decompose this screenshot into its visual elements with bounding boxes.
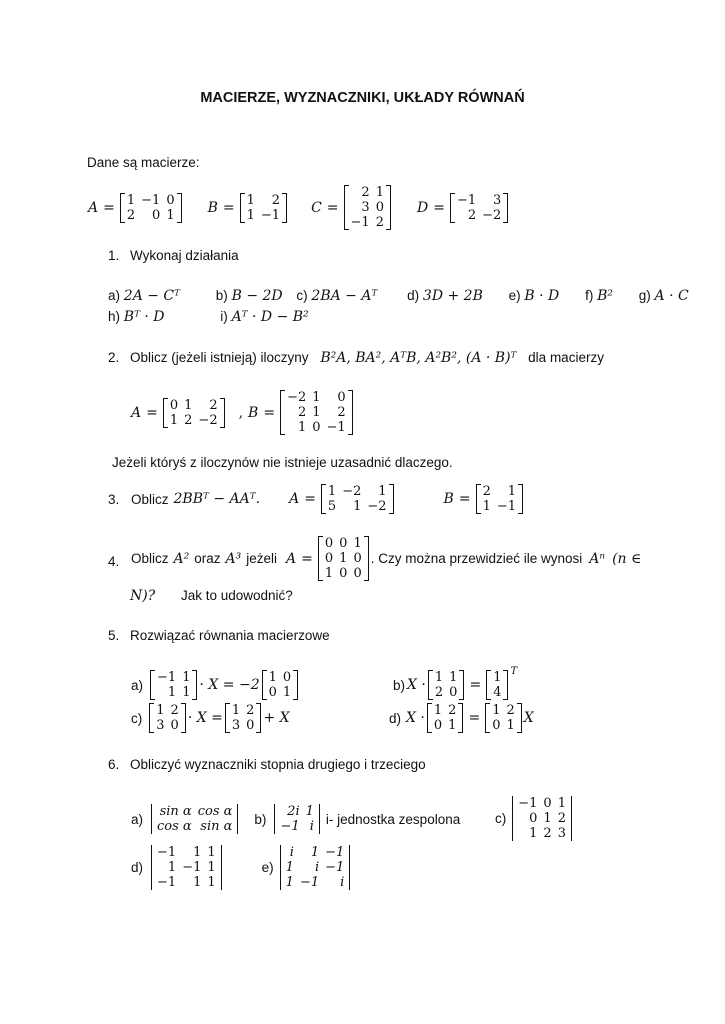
matrix-cell: 2 xyxy=(557,811,566,826)
matrix-cell: sin α xyxy=(200,819,233,834)
matrix-cell: 4 xyxy=(493,685,502,700)
task5-eq-d: d) X · 1 2 0 1 = 1 2 0 1 X xyxy=(389,703,534,733)
matrix-cell: 2 xyxy=(375,215,384,230)
matrix-cell: 2 xyxy=(184,412,193,428)
matrix-cell: 1 xyxy=(193,875,202,890)
matrix-cell: 0 xyxy=(492,718,501,733)
matrix-cell: 1 xyxy=(327,484,337,499)
task5-eq-a: a) −1 1 1 1 · X = −2 1 0 0 1 xyxy=(130,670,299,700)
matrix-cell: 1 xyxy=(312,390,321,405)
matrix-cell: −2 xyxy=(482,207,502,223)
matrix-cell: −1 xyxy=(325,845,345,860)
det-d xyxy=(150,845,223,890)
matrix-cell: 1 xyxy=(310,845,320,860)
matrix-cell: 1 xyxy=(482,499,491,514)
matrix-cell: 1 xyxy=(353,536,362,551)
matrix-cell: 1 xyxy=(268,670,277,685)
matrix-cell: −1 xyxy=(496,499,517,514)
matrix-cell: 1 xyxy=(184,397,193,413)
matrix-cell: 0 xyxy=(339,566,348,581)
task4-matrix-A xyxy=(318,536,369,581)
task5-text: Rozwiązać równania macierzowe xyxy=(130,628,330,643)
task3-num: 3. xyxy=(108,492,120,507)
task5-a-matrix1 xyxy=(150,670,197,700)
matrix-cell: 1 xyxy=(324,566,334,581)
matrix-cell: 1 xyxy=(207,845,216,860)
task1-items-row2: h) Bᵀ · D i) Aᵀ · D − B² xyxy=(108,309,309,325)
matrix-cell: cos α xyxy=(157,819,192,834)
task6-det-a: a) sin α cos α cos α sin α b) 2i 1 −1 i i- jednostka zespolona xyxy=(131,804,461,834)
matrix-cell: 0 xyxy=(375,200,384,215)
task2-line: Oblicz (jeżeli istnieją) iloczyny B²A, BA², AᵀB, A²B², (A · B)ᵀ dla macierzy xyxy=(130,350,604,366)
matrix-cell: −1 xyxy=(326,420,346,435)
matrix-cell: −1 xyxy=(325,860,345,875)
task4-line1: Oblicz A² oraz A³ jeżeli A = 0 0 1 0 1 0 1 0 0 . Czy można przewidzieć ile wynosi Aⁿ (n ∈ xyxy=(131,536,642,581)
task2-matrix-A xyxy=(163,398,225,428)
det-b xyxy=(273,804,320,834)
matrix-cell: 1 xyxy=(285,875,294,890)
matrix-cell: 2 xyxy=(448,703,457,718)
matrix-cell: 0 xyxy=(543,796,552,811)
task4-num: 4. xyxy=(108,554,120,569)
matrix-cell: i xyxy=(309,819,314,834)
matrix-cell: 1 xyxy=(557,796,566,811)
matrix-cell: cos α xyxy=(197,804,233,819)
matrix-cell: 0 xyxy=(324,536,334,551)
matrix-cell: 1 xyxy=(529,826,538,841)
matrix-cell: 1 xyxy=(433,703,443,718)
matrix-cell: 0 xyxy=(353,566,362,581)
matrix-D xyxy=(450,193,508,223)
task5-b-matrix2 xyxy=(486,670,508,700)
given-matrices: A = 1 −1 0 2 0 1 B = 1 2 1 −1 C = 2 1 3 0 −1 2 D = −1 3 2 −2 xyxy=(87,185,509,230)
matrix-cell: −1 xyxy=(518,796,538,811)
matrix-cell: 0 xyxy=(152,207,161,223)
matrix-cell: 1 xyxy=(182,670,191,685)
task2-num: 2. xyxy=(108,350,120,365)
matrix-cell: 2 xyxy=(170,703,179,718)
matrix-cell: 0 xyxy=(433,718,443,733)
matrix-cell: 1 xyxy=(246,207,255,223)
matrix-cell: 0 xyxy=(312,420,321,435)
matrix-cell: 1 xyxy=(493,670,502,685)
intro-text: Dane są macierze: xyxy=(87,155,200,170)
matrix-cell: 0 xyxy=(337,390,346,405)
matrix-B xyxy=(240,193,287,223)
det-c xyxy=(511,796,573,841)
matrix-cell: 1 xyxy=(207,860,216,875)
matrix-cell: 1 xyxy=(492,703,501,718)
matrix-cell: −1 xyxy=(280,819,300,834)
matrix-cell: −1 xyxy=(350,215,370,230)
matrix-cell: 1 xyxy=(193,845,202,860)
matrix-cell: 1 xyxy=(312,405,321,420)
matrix-cell: 1 xyxy=(297,420,307,435)
task4-line2: N)? Jak to udowodnić? xyxy=(130,588,293,604)
task3-line: Oblicz 2BBᵀ − AAᵀ. A = 1 −2 1 5 1 −2 B = 2 1 1 −1 xyxy=(130,484,524,514)
matrix-cell: 2 xyxy=(126,207,136,223)
task2-matrix-B xyxy=(280,390,353,435)
matrix-cell: 1 xyxy=(434,670,444,685)
matrix-cell: −1 xyxy=(157,845,177,860)
matrix-cell: 0 xyxy=(169,397,179,413)
matrix-C xyxy=(344,185,391,230)
task6-det-c: c) −1 0 1 0 1 2 1 2 3 xyxy=(494,796,574,841)
matrix-cell: 1 xyxy=(506,718,515,733)
matrix-cell: −1 xyxy=(157,875,177,890)
matrix-cell: 2 xyxy=(482,484,491,499)
task5-eq-c: c) 1 2 3 0 · X = 1 2 3 0 + X xyxy=(131,703,290,733)
matrix-cell: 0 xyxy=(268,685,277,700)
matrix-cell: 3 xyxy=(231,718,241,733)
matrix-cell: 1 xyxy=(339,551,348,566)
matrix-cell: 1 xyxy=(167,685,177,700)
det-e xyxy=(279,845,352,890)
matrix-cell: 2 xyxy=(434,685,444,700)
matrix-cell: −1 xyxy=(260,207,281,223)
matrix-cell: 0 xyxy=(246,718,255,733)
matrix-cell: 2 xyxy=(543,826,552,841)
matrix-cell: 0 xyxy=(324,551,334,566)
matrix-cell: 2 xyxy=(246,703,255,718)
matrix-cell: i xyxy=(340,875,345,890)
matrix-cell: −2 xyxy=(342,484,362,499)
task1-num: 1. xyxy=(108,248,120,263)
matrix-cell: 0 xyxy=(449,685,458,700)
matrix-cell: 2 xyxy=(271,192,281,208)
matrix-cell: sin α xyxy=(159,804,192,819)
matrix-cell: 3 xyxy=(361,200,370,215)
matrix-cell: −2 xyxy=(367,499,387,514)
matrix-cell: −1 xyxy=(182,860,202,875)
matrix-cell: 3 xyxy=(156,718,165,733)
matrix-cell: 1 xyxy=(166,207,175,223)
page-title: MACIERZE, WYZNACZNIKI, UKŁADY RÓWNAŃ xyxy=(200,90,525,106)
matrix-cell: 3 xyxy=(557,826,566,841)
matrix-cell: −1 xyxy=(141,192,161,208)
matrix-cell: 2 xyxy=(506,703,515,718)
matrix-cell: 1 xyxy=(282,685,292,700)
task6-det-d: d) −1 1 1 1 −1 1 −1 1 1 e) i 1 −1 1 i −1 1 −1 i xyxy=(130,845,352,890)
matrix-cell: 2 xyxy=(467,207,477,223)
task1-text: Wykonaj działania xyxy=(130,248,239,263)
task3-matrix-B xyxy=(476,484,523,514)
matrix-cell: 0 xyxy=(353,551,362,566)
matrix-cell: 1 xyxy=(305,804,314,819)
matrix-cell: −1 xyxy=(456,192,477,208)
task3-matrix-A xyxy=(321,484,394,514)
matrix-cell: 0 xyxy=(339,536,348,551)
matrix-cell: 3 xyxy=(493,192,502,208)
matrix-cell: 1 xyxy=(207,875,216,890)
matrix-cell: 1 xyxy=(507,484,517,499)
task1-items-row1: a) 2A − Cᵀ b) B − 2D c) 2BA − Aᵀ d) 3D + 2B e) B · D f) B² g) A · C xyxy=(108,288,689,304)
task5-num: 5. xyxy=(108,628,120,643)
matrix-cell: 1 xyxy=(182,685,191,700)
task5-c-matrix1 xyxy=(149,703,186,733)
task2-note: Jeżeli któryś z iloczynów nie istnieje uzasadnić dlaczego. xyxy=(112,455,453,470)
task5-b-matrix1 xyxy=(428,670,465,700)
matrix-cell: 1 xyxy=(246,192,255,208)
matrix-cell: 1 xyxy=(449,670,458,685)
matrix-cell: i xyxy=(289,845,294,860)
matrix-cell: 0 xyxy=(166,192,175,208)
matrix-A xyxy=(120,193,182,223)
matrix-cell: 2 xyxy=(361,185,370,200)
matrix-cell: 0 xyxy=(170,718,179,733)
matrix-cell: 5 xyxy=(327,499,337,514)
task5-d-matrix2 xyxy=(485,703,522,733)
matrix-cell: 1 xyxy=(169,412,179,428)
matrix-cell: −2 xyxy=(198,412,218,428)
matrix-cell: 1 xyxy=(543,811,552,826)
task6-num: 6. xyxy=(108,757,120,772)
task5-a-matrix2 xyxy=(262,670,299,700)
task5-c-matrix2 xyxy=(225,703,262,733)
matrix-cell: 1 xyxy=(126,192,136,208)
matrix-cell: 1 xyxy=(231,703,241,718)
det-a xyxy=(150,804,239,834)
matrix-cell: 1 xyxy=(353,499,362,514)
matrix-cell: 2 xyxy=(209,397,218,413)
matrix-cell: 2 xyxy=(297,405,307,420)
matrix-cell: −1 xyxy=(299,875,320,890)
matrix-cell: i xyxy=(314,860,320,875)
matrix-cell: −2 xyxy=(287,390,307,405)
task6-text: Obliczyć wyznaczniki stopnia drugiego i trzeciego xyxy=(130,757,426,772)
matrix-cell: 1 xyxy=(285,860,294,875)
matrix-cell: 1 xyxy=(156,703,165,718)
task2-matrices: A = 0 1 2 1 2 −2 , B = −2 1 0 2 1 2 1 0 −1 xyxy=(130,390,354,435)
task5-eq-b: b) X · 1 1 2 0 = 1 4 T xyxy=(393,666,518,700)
matrix-cell: 1 xyxy=(378,484,387,499)
matrix-cell: 0 xyxy=(282,670,292,685)
matrix-cell: −1 xyxy=(157,670,177,685)
matrix-cell: 1 xyxy=(167,860,177,875)
matrix-cell: 1 xyxy=(448,718,457,733)
task5-d-matrix1 xyxy=(427,703,464,733)
matrix-cell: 2i xyxy=(287,804,300,819)
matrix-cell: 0 xyxy=(529,811,538,826)
matrix-cell: 1 xyxy=(375,185,384,200)
matrix-cell: 2 xyxy=(337,405,346,420)
